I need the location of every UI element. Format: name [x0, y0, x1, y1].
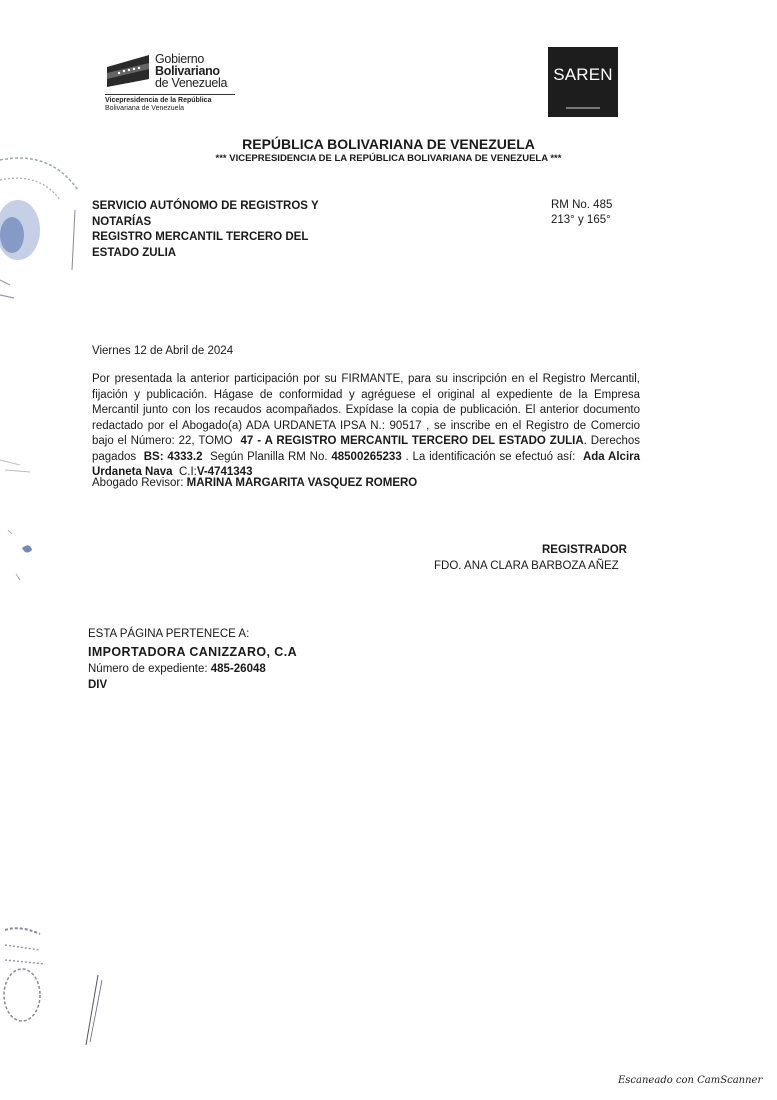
tomo-value: 47 - A REGISTRO MERCANTIL TERCERO DEL ESTADO ZULIA: [240, 435, 584, 447]
document-body: [92, 372, 640, 481]
government-logo: [105, 45, 255, 120]
seal-stamp-icon: [0, 150, 90, 330]
reviewer-line: [92, 477, 417, 489]
document-date: Viernes 12 de Abril de 2024: [92, 345, 234, 357]
seal-stamp-bottom-icon: [0, 920, 120, 1050]
reviewer-label: Abogado Revisor:: [92, 477, 184, 489]
stamp-fragment-icon: [0, 450, 45, 590]
ci-label: C.I:: [178, 466, 197, 478]
rm-number: RM No. 485: [551, 199, 613, 211]
gov-logo-line-2: Bolivariano: [155, 64, 220, 78]
flag-icon: [105, 53, 151, 89]
saren-logo-text: SAREN: [553, 65, 613, 84]
gov-logo-sub-line-2: Bolivariana de Venezuela: [105, 105, 185, 112]
fees-value: BS: 4333.2: [143, 450, 203, 463]
office-line: REGISTRO MERCANTIL TERCERO DEL: [92, 231, 309, 243]
gov-logo-subtitle: [105, 97, 211, 113]
company-name: IMPORTADORA CANIZZARO, C.A: [88, 645, 297, 659]
registrar-title: REGISTRADOR: [542, 544, 627, 556]
gov-logo-sub-line-1: Vicepresidencia de la República: [105, 97, 212, 104]
file-number-label: Número de expediente:: [88, 663, 208, 675]
file-number-value: 485-26048: [210, 663, 266, 675]
body-text: Según Planilla RM No.: [210, 450, 328, 463]
rm-years: 213° y 165°: [551, 214, 611, 226]
office-line: NOTARÍAS: [92, 215, 152, 228]
logo-divider: [105, 94, 235, 95]
scanner-watermark: Escaneado con CamScanner: [618, 1075, 763, 1086]
gov-logo-name: [155, 53, 227, 89]
page-subtitle: *** VICEPRESIDENCIA DE LA REPÚBLICA BOLIVARIANA DE VENEZUELA ***: [215, 153, 562, 164]
reviewer-name: MARINA MARGARITA VASQUEZ ROMERO: [186, 477, 418, 489]
body-text: . La identificación se efectuó así:: [405, 450, 576, 463]
office-line: ESTADO ZULIA: [92, 246, 177, 259]
file-number-line: [88, 663, 266, 675]
office-line: SERVICIO AUTÓNOMO DE REGISTROS Y: [92, 200, 319, 212]
body-text: Por presentada la anterior participación por su FIRMANTE, para su inscripción en el Registro Mercantil, fijación y publicación. Hágase de conformidad y agréguese el original al expediente de la Empresa Mercantil junto con los recaudos acompañados. Expídase la copia de publicación. El anterior documento redactado por el Abogado(a) ADA URDANETA IPSA N.: 90517 , se inscribe en el Registro de Comercio bajo el Número: 22, TOMO: [92, 373, 640, 447]
person-name: Ada Alcira Urdaneta Nava: [92, 450, 641, 478]
gov-logo-line-3: de Venezuela: [155, 76, 228, 90]
rm-block: [551, 198, 612, 228]
office-block: [92, 199, 352, 261]
registrar-name: FDO. ANA CLARA BARBOZA AÑEZ: [434, 560, 619, 572]
saren-logo-line: [566, 107, 600, 109]
ci-value: V-4741343: [196, 466, 253, 478]
saren-logo: [548, 47, 618, 117]
planilla-value: 48500265233: [331, 450, 402, 463]
div-label: DIV: [88, 679, 108, 691]
ownership-label: ESTA PÁGINA PERTENECE A:: [88, 628, 250, 640]
gov-logo-line-1: Gobierno: [155, 52, 205, 66]
body-text: . Derechos pagados: [92, 435, 641, 463]
page-title: REPÚBLICA BOLIVARIANA DE VENEZUELA: [242, 136, 535, 152]
